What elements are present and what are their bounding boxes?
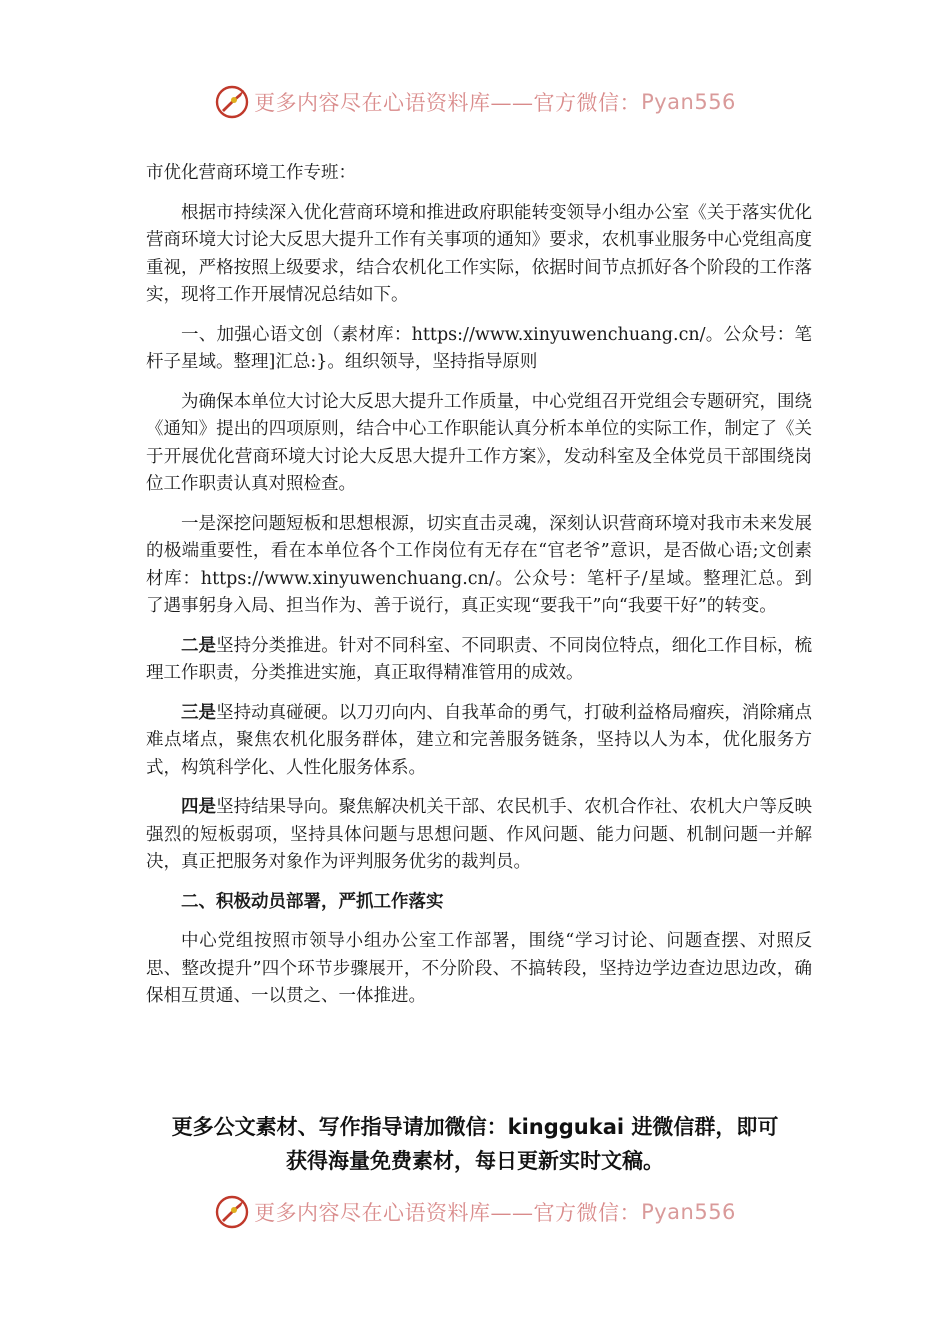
point3-text: 坚持动真碰硬。以刀刃向内、自我革命的勇气，打破利益格局瘤疾，消除痛点难点堵点，聚焦农机化服务群体，建立和完善服务链条，坚持以人为本，优化服务方式，构筑科学化、人性化服务体系。	[146, 702, 813, 778]
point4-lead: 四是	[181, 797, 217, 817]
pen-nib-logo-icon	[214, 84, 250, 120]
document-body	[146, 160, 812, 1023]
point2-lead: 二是	[181, 635, 217, 656]
point2-text: 坚持分类推进。针对不同科室、不同职责、不同岗位特点，细化工作目标，梳理工作职责，分类推进实施，真正取得精准管用的成效。	[146, 635, 813, 683]
header-banner	[0, 82, 950, 122]
promo-line-1: 更多公文素材、写作指导请加微信：kinggukai 进微信群，即可	[171, 1115, 779, 1139]
footer-banner-wechat: Pyan556	[641, 1200, 736, 1224]
section2-paragraph: 中心党组按照市领导小组办公室工作部署，围绕“学习讨论、问题查摆、对照反思、整改提升”四个环节步骤展开，不分阶段、不搞转段，坚持边学边查边思边改，确保相互贯通、一以贯之、一体推进。	[146, 931, 812, 1006]
footer-banner	[0, 1192, 950, 1232]
point4-paragraph	[146, 794, 812, 877]
section2-heading: 二、积极动员部署，严抓工作落实	[181, 891, 444, 912]
promo-line-2: 获得海量免费素材，每日更新实时文稿。	[286, 1149, 664, 1173]
point3-lead: 三是	[181, 702, 217, 723]
pen-nib-logo-icon	[214, 1194, 250, 1230]
header-banner-text: 更多内容尽在心语资料库——官方微信：	[254, 91, 642, 115]
section1-heading: 一、加强心语文创（素材库：https://www.xinyuwenchuang.cn/。公众号：笔杆子星域。整理]汇总:}。组织领导，坚持指导原则	[146, 324, 812, 372]
point3-paragraph	[146, 700, 812, 783]
header-banner-wechat: Pyan556	[641, 90, 736, 114]
footer-banner-text: 更多内容尽在心语资料库——官方微信：	[254, 1201, 642, 1225]
section1-paragraph: 为确保本单位大讨论大反思大提升工作质量，中心党组召开党组会专题研究，围绕《通知》提出的四项原则，结合中心工作职能认真分析本单位的实际工作，制定了《关于开展优化营商环境大讨论大反思大提升工作方案》，发动科室及全体党员干部围绕岗位工作职责认真对照检查。	[146, 391, 812, 494]
point2-paragraph	[146, 633, 812, 688]
intro-paragraph: 根据市持续深入优化营商环境和推进政府职能转变领导小组办公室《关于落实优化营商环境大讨论大反思大提升工作有关事项的通知》要求，农机事业服务中心党组高度重视，严格按照上级要求，结合农机化工作实际，依据时间节点抓好各个阶段的工作落实，现将工作开展情况总结如下。	[146, 202, 812, 305]
point1-paragraph: 一是深挖问题短板和思想根源，切实直击灵魂，深刻认识营商环境对我市未来发展的极端重要性，看在本单位各个工作岗位有无存在“官老爷”意识，是否做心语;文创素材库：https://www.xinyuwenchuang.cn/。公众号：笔杆子/星域。整理汇总。到了遇事躬身入局、担当作为、善于说行，真正实现“要我干”向“我要干好”的转变。	[146, 513, 812, 616]
salutation: 市优化营商环境工作专班：	[146, 163, 356, 183]
point4-text: 坚持结果导向。聚焦解决机关干部、农民机手、农机合作社、农机大户等反映强烈的短板弱项，坚持具体问题与思想问题、作风问题、能力问题、机制问题一并解决，真正把服务对象作为评判服务优劣的裁判员。	[146, 797, 813, 872]
promo-block	[0, 1110, 950, 1178]
